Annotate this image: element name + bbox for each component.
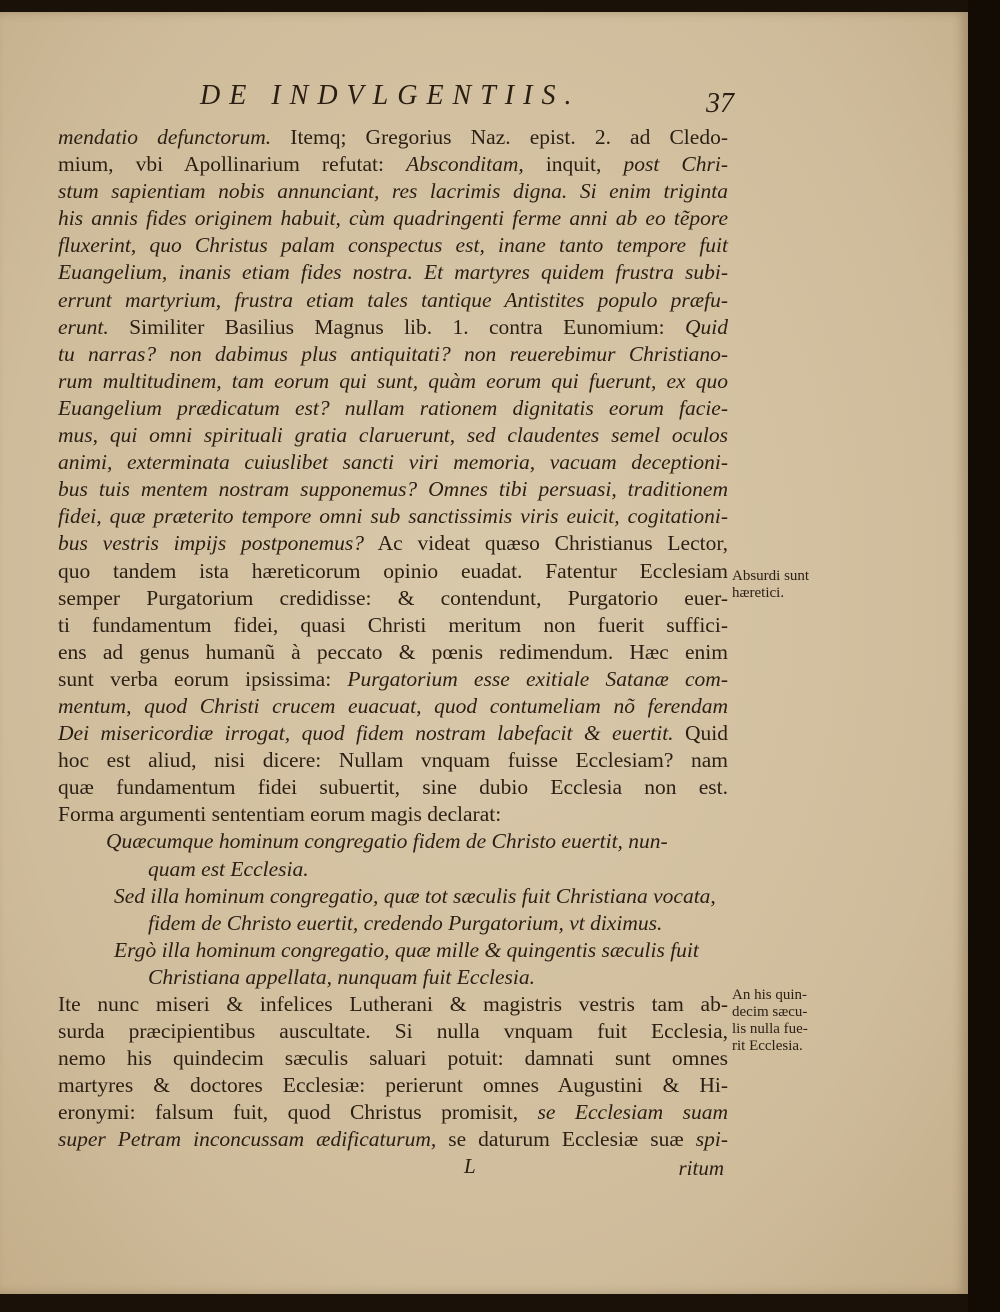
text-segment: surda præcipientibus auscultate. Si nulla vnquam fuit Ecclesia, [58,1019,728,1044]
margin-note-line: rit Ecclesia. [732,1038,803,1054]
page-number: 37 [706,88,734,119]
catchword: ritum [678,1156,724,1180]
text-segment: quæ fundamentum fidei subuertit, sine dubio Ecclesia non est. [58,775,728,800]
text-segment: hoc est aliud, nisi dicere: Nullam vnquam fuisse Ecclesiam? nam [58,748,728,773]
scan-border [968,0,1000,1312]
text-segment: erunt. [58,314,109,339]
text-segment: Quid [685,314,728,339]
margin-note-line: Absurdi sunt [732,568,810,584]
text-segment: mus, qui omni spirituali gratia claruerunt, sed claudentes semel oculos [58,423,728,448]
page-footer [58,1154,728,1184]
text-segment: Dei misericordiæ irrogat, quod fidem nostram labefacit & euertit. [58,721,674,746]
text-segment: nemo his quindecim sæculis saluari potuit: damnati sunt omnes [58,1046,728,1071]
text-segment: martyres & doctores Ecclesiæ: perierunt omnes Augustini & Hi- [58,1073,728,1098]
running-title: DE INDVLGENTIIS. [200,80,581,111]
text-line [58,747,728,774]
syllogism [58,828,728,991]
text-segment: Purgatorium esse exitiale Satanæ com- [347,666,728,691]
text-segment: se daturum Ecclesiæ suæ [436,1127,696,1152]
text-line [58,1072,728,1099]
syllogism-conclusion-line: Christiana appellata, nunquam fuit Ecclesia. [148,964,535,989]
syllogism-conclusion-line: Ergò illa hominum congregatio, quæ mille & quingentis sæculis fuit [114,937,699,962]
text-line [58,774,728,801]
margin-note-ecclesia [732,987,844,1055]
text-segment: errunt martyrium, frustra etiam tales tantique Antistites populo præfu- [58,287,728,312]
text-line [58,178,728,205]
text-segment: Forma argumenti sententiam eorum magis declarat: [58,802,502,827]
text-segment: stum sapientiam nobis annunciant, res lacrimis digna. Si enim triginta [58,179,728,204]
text-segment: post Chri- [623,152,728,177]
text-line [58,1018,728,1045]
syllogism-minor-line: Sed illa hominum congregatio, quæ tot sæculis fuit Christiana vocata, [114,883,716,908]
body-paragraph [58,124,728,828]
text-line [58,151,728,178]
text-segment: mendatio defunctorum. [58,125,272,149]
text-segment: fidei, quæ præterito tempore omni sub sanctissimis viris euicit, cogitationi- [58,504,728,529]
text-segment: semper Purgatorium credidisse: & contendunt, Purgatorio euer- [58,585,728,610]
text-line [58,612,728,639]
closing-paragraph [58,991,728,1154]
text-segment: his annis fides originem habuit, cùm quadringenti ferme anni ab eo tẽpore [58,206,728,231]
text-segment: se Ecclesiam suam [537,1100,728,1125]
text-line [58,720,728,747]
margin-note-line: An his quin- [732,987,807,1003]
text-segment: spi- [695,1127,728,1152]
text-segment: bus vestris impijs postponemus? [58,531,365,556]
text-segment: Absconditam, [406,152,524,177]
text-segment: mentum, quod Christi crucem euacuat, quod contumeliam nõ ferendam [58,693,728,718]
text-line [58,341,728,368]
text-line [58,530,728,557]
text-line [58,476,728,503]
text-segment: Ac videat quæso Christianus Lector, [364,531,729,556]
page-header [200,74,740,119]
main-text-block [58,124,728,1154]
syllogism-minor-line: fidem de Christo euertit, credendo Purgatorium, vt diximus. [148,910,663,935]
text-line [58,287,728,314]
text-line [58,395,728,422]
text-line [58,639,728,666]
text-line [58,801,728,828]
text-line [58,1045,728,1072]
text-line [58,585,728,612]
text-line [58,205,728,232]
text-line [58,1126,728,1153]
text-segment: rum multitudinem, tam eorum qui sunt, quàm eorum qui fuerunt, ex quo [58,368,728,393]
text-segment: bus tuis mentem nostram supponemus? Omnes tibi persuasi, traditionem [58,477,728,502]
margin-note-line: decim sæcu- [732,1004,808,1020]
text-segment: mium, vbi Apollinarium refutat: [58,152,407,177]
text-segment: quo tandem ista hæreticorum opinio euadat. Fatentur Ecclesiam [58,558,728,583]
text-line [58,1099,728,1126]
text-segment: Euangelium, inanis etiam fides nostra. Et martyres quidem frustra subi- [58,260,728,285]
text-segment: Ite nunc miseri & infelices Lutherani & magistris vestris tam ab- [58,992,728,1016]
margin-note-absurdi [732,568,844,602]
text-segment: fluxerint, quo Christus palam conspectus est, inane tanto tempore fuit [58,233,728,258]
text-segment: inquit, [523,152,624,177]
text-line [58,449,728,476]
margin-note-line: hæretici. [732,585,785,601]
text-line [58,666,728,693]
book-page [0,12,968,1294]
text-segment: ti fundamentum fidei, quasi Christi meritum non fuerit suffici- [58,612,728,637]
text-line [58,693,728,720]
text-line [58,124,728,151]
text-line [58,991,728,1018]
text-line [58,368,728,395]
text-line [58,422,728,449]
text-segment: Similiter Basilius Magnus lib. 1. contra Eunomium: [108,314,685,339]
text-segment: sunt verba eorum ipsissima: [58,666,348,691]
text-segment: Itemq; Gregorius Naz. epist. 2. ad Cledo- [271,125,728,149]
text-segment: Euangelium prædicatum est? nullam rationem dignitatis eorum facie- [58,395,728,420]
text-line [58,259,728,286]
text-segment: Quid [673,721,728,746]
text-segment: tu narras? non dabimus plus antiquitati? non reuerebimur Christiano- [58,341,728,366]
text-line [58,503,728,530]
text-line [58,232,728,259]
syllogism-major-line: quam est Ecclesia. [148,856,309,881]
text-segment: animi, exterminata cuiuslibet sancti viri memoria, vacuam deceptioni- [58,450,728,475]
text-line [58,558,728,585]
text-segment: ens ad genus humanũ à peccato & pœnis redimendum. Hæc enim [58,639,728,664]
signature-mark: L [464,1154,476,1178]
text-segment: eronymi: falsum fuit, quod Christus promisit, [58,1100,538,1125]
margin-note-line: lis nulla fue- [732,1021,808,1037]
text-segment: super Petram inconcussam ædificaturum, [58,1127,437,1152]
text-line [58,314,728,341]
syllogism-major-line: Quæcumque hominum congregatio fidem de Christo euertit, nun- [106,829,668,854]
